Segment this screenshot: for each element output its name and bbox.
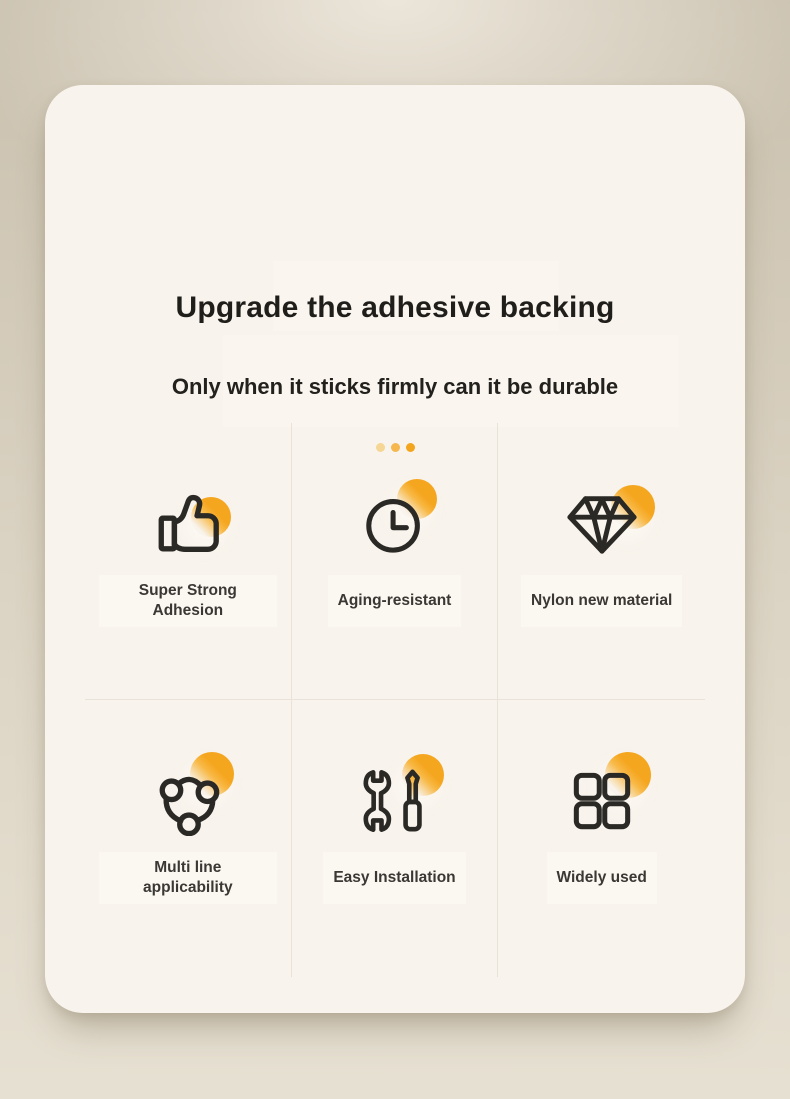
icon-box <box>354 486 434 562</box>
network-nodes-icon <box>153 766 223 836</box>
features-grid <box>85 423 705 977</box>
thumbs-up-icon <box>153 489 223 559</box>
icon-box <box>562 486 642 562</box>
page-title: Upgrade the adhesive backing <box>175 291 615 324</box>
feature-label-plate <box>323 852 465 904</box>
feature-cell <box>498 700 705 977</box>
feature-label: Multi line applicability <box>143 858 233 896</box>
icon-box <box>562 763 642 839</box>
feature-cell <box>292 700 499 977</box>
feature-label: Widely used <box>556 868 647 886</box>
feature-cell <box>85 423 292 700</box>
feature-label-plate <box>547 852 657 904</box>
page-subtitle: Only when it sticks firmly can it be durable <box>171 374 619 399</box>
feature-card <box>45 85 745 1013</box>
feature-label: Super Strong Adhesion <box>138 581 237 619</box>
feature-cell <box>498 423 705 700</box>
icon-box <box>148 486 228 562</box>
feature-label-plate <box>521 575 682 627</box>
feature-label-plate <box>99 575 277 627</box>
feature-cell <box>85 700 292 977</box>
grid-squares-icon <box>569 768 635 834</box>
feature-label: Nylon new material <box>531 591 673 609</box>
feature-label-plate <box>328 575 462 627</box>
wrench-screwdriver-icon <box>357 767 431 835</box>
feature-cell <box>292 423 499 700</box>
feature-label-plate <box>99 852 277 904</box>
feature-label: Aging-resistant <box>337 591 452 609</box>
icon-box <box>148 763 228 839</box>
icon-box <box>354 763 434 839</box>
feature-label: Easy Installation <box>333 868 456 886</box>
diamond-icon <box>563 489 641 559</box>
clock-icon <box>361 491 427 557</box>
